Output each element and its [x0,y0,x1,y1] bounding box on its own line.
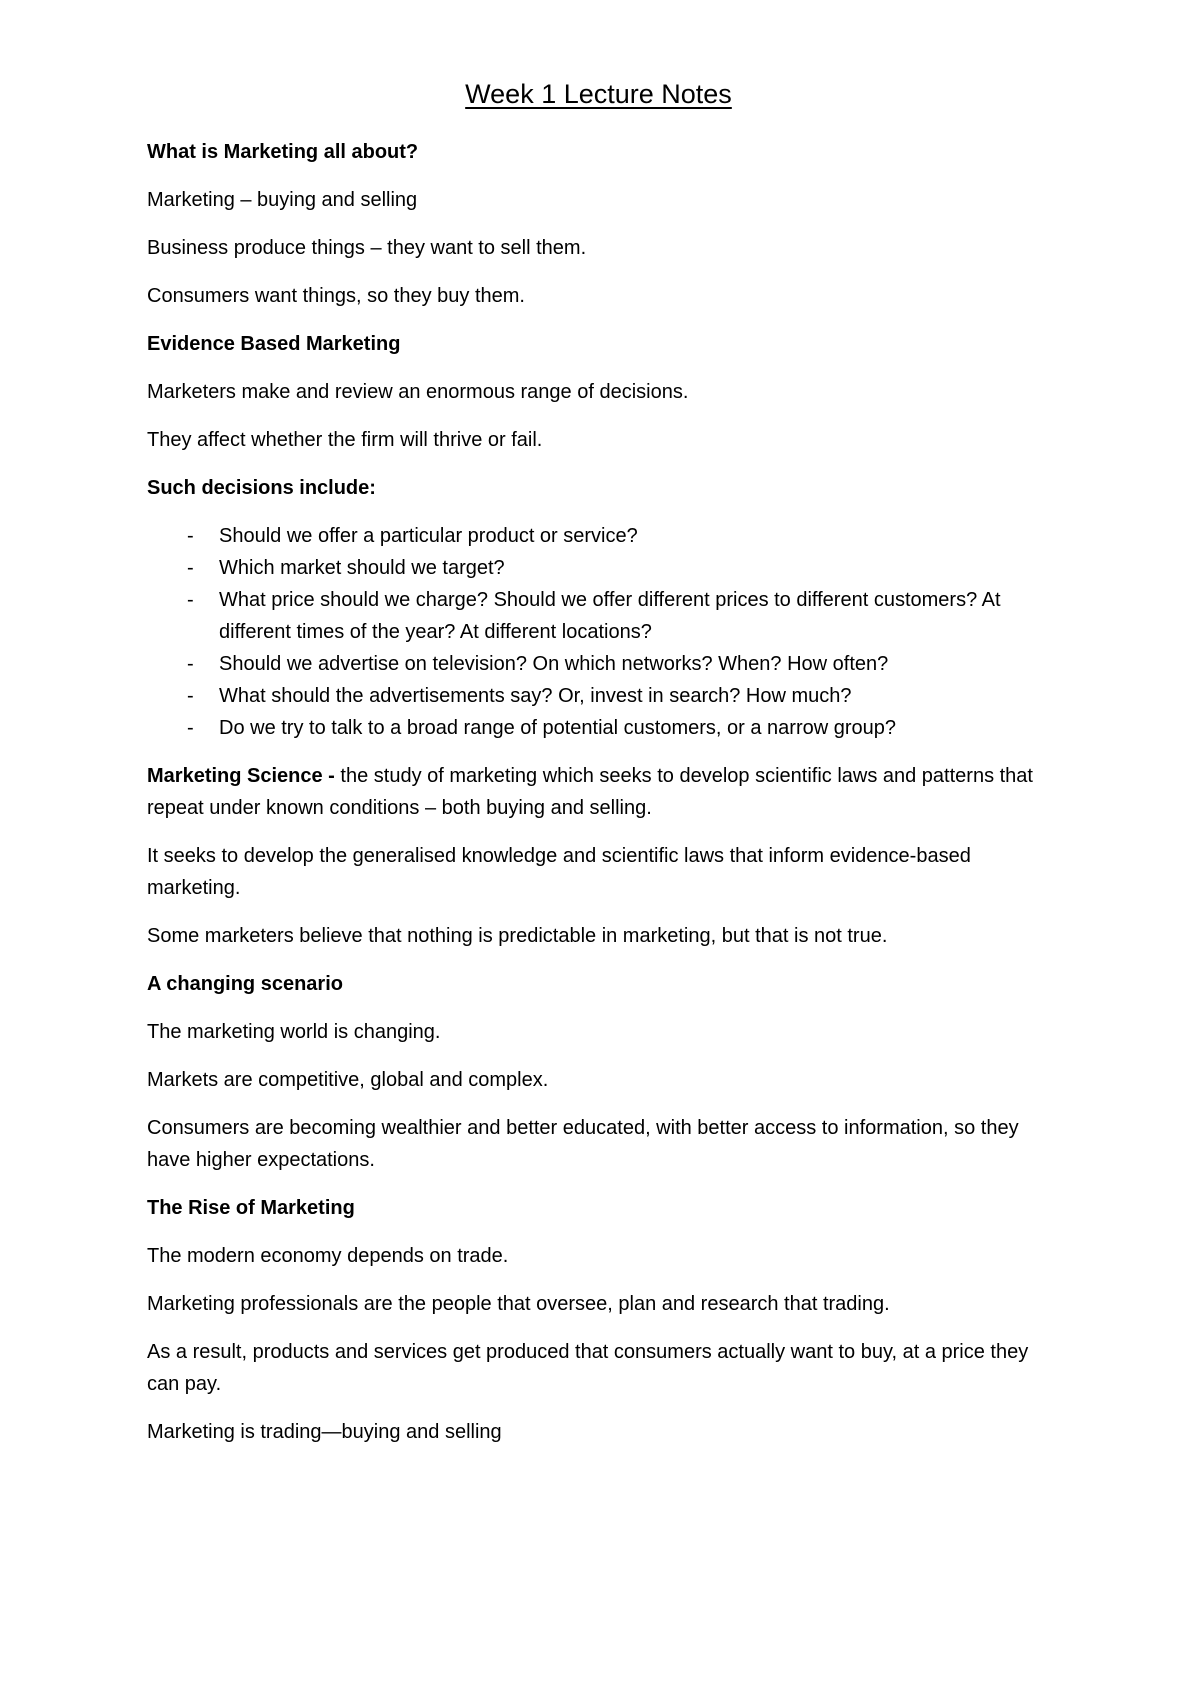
dash-bullet: - [187,653,194,675]
paragraph: Marketing is trading—buying and selling [147,1421,502,1443]
dash-bullet: - [187,685,194,707]
list-item-text: Should we offer a particular product or service? [219,525,638,547]
list-item-text: Do we try to talk to a broad range of potential customers, or a narrow group? [219,717,897,739]
dash-bullet: - [187,557,194,579]
list-item [147,520,1050,552]
section-heading-evidence-based: Evidence Based Marketing [147,333,401,355]
paragraph: As a result, products and services get produced that consumers actually want to buy, at a price they can pay. [147,1341,1029,1395]
dash-bullet: - [187,717,194,739]
paragraph: Marketing professionals are the people that oversee, plan and research that trading. [147,1293,890,1315]
section-heading-rise-of-marketing: The Rise of Marketing [147,1197,355,1219]
subheading-decisions: Such decisions include: [147,477,376,499]
term-marketing-science: Marketing Science - [147,765,335,787]
paragraph: Markets are competitive, global and complex. [147,1069,549,1091]
list-item-text: What should the advertisements say? Or, invest in search? How much? [219,685,852,707]
paragraph: Some marketers believe that nothing is predictable in marketing, but that is not true. [147,925,888,947]
list-item [147,680,1050,712]
paragraph: Business produce things – they want to sell them. [147,237,587,259]
list-item-text: Should we advertise on television? On which networks? When? How often? [219,653,889,675]
list-item [147,712,1050,744]
section-heading-changing-scenario: A changing scenario [147,973,343,995]
paragraph: Marketing – buying and selling [147,189,418,211]
dash-bullet: - [187,525,194,547]
list-item-text: What price should we charge? Should we offer different prices to different customers? At different times of the year? At different locations? [219,589,1001,643]
list-item-text: Which market should we target? [219,557,505,579]
paragraph: The marketing world is changing. [147,1021,441,1043]
paragraph: They affect whether the firm will thrive or fail. [147,429,543,451]
paragraph-marketing-science [147,760,1050,824]
decisions-list [147,520,1050,744]
definition-text: the study of marketing which seeks to develop scientific laws and patterns that repeat under known conditions – both buying and selling. [147,765,1033,819]
paragraph: It seeks to develop the generalised knowledge and scientific laws that inform evidence-based marketing. [147,845,971,899]
list-item [147,552,1050,584]
paragraph: Marketers make and review an enormous range of decisions. [147,381,689,403]
paragraph: Consumers want things, so they buy them. [147,285,525,307]
list-item [147,648,1050,680]
page-title: Week 1 Lecture Notes [465,79,732,109]
list-item [147,584,1050,648]
paragraph: Consumers are becoming wealthier and better educated, with better access to information, so they have higher expectations. [147,1117,1019,1171]
paragraph: The modern economy depends on trade. [147,1245,509,1267]
section-heading-marketing-about: What is Marketing all about? [147,141,419,163]
dash-bullet: - [187,589,194,611]
